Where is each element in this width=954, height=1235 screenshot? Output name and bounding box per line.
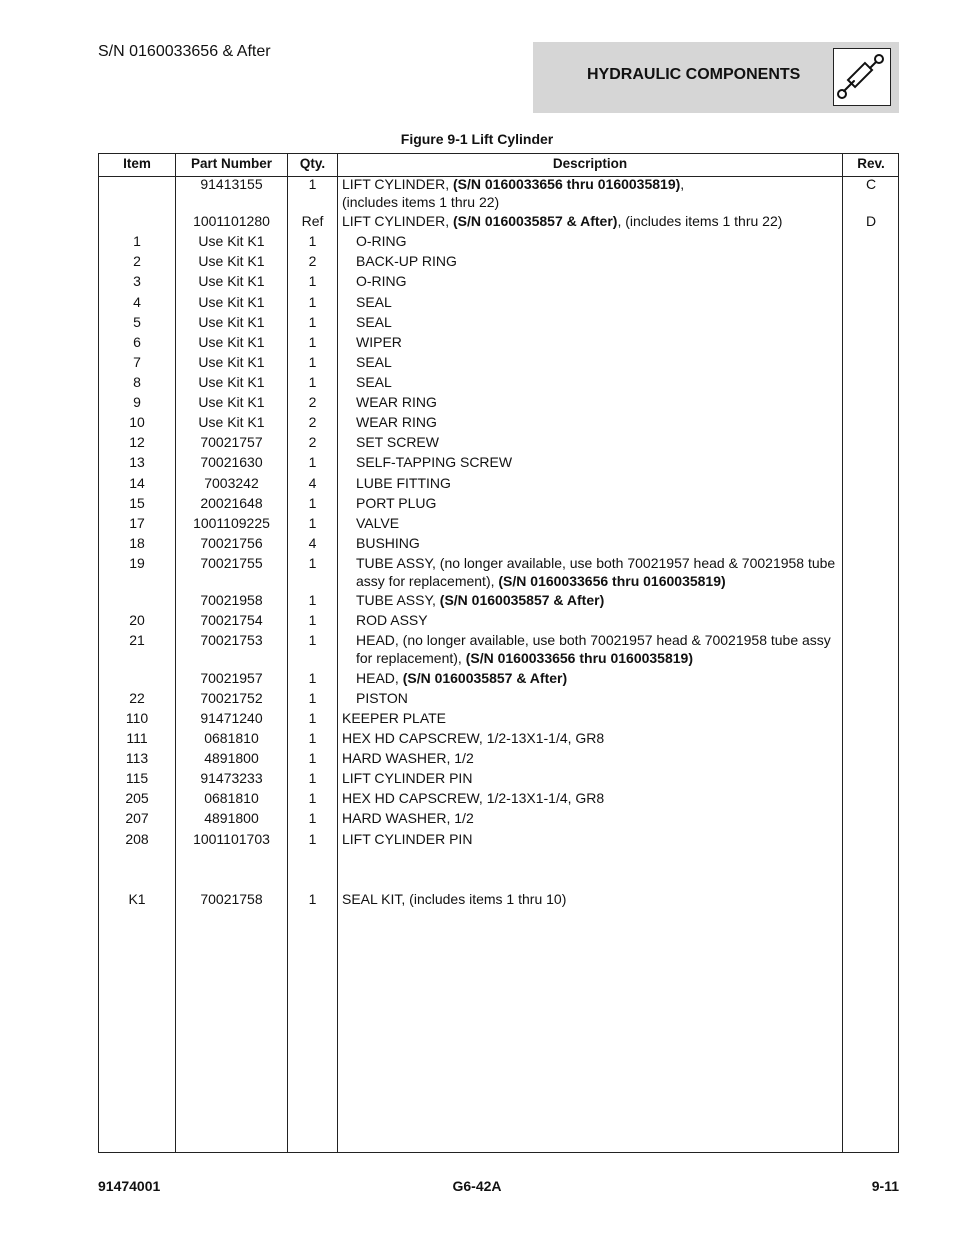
quantity: Ref [301, 213, 324, 229]
part-number: 70021752 [200, 690, 263, 706]
description-text: ROD ASSY [356, 612, 428, 628]
description-text: LUBE FITTING [356, 475, 451, 491]
description-text: HEX HD CAPSCREW, 1/2-13X1-1/4, GR8 [342, 790, 605, 806]
description-text: TUBE ASSY, [356, 592, 440, 608]
description [356, 434, 838, 452]
quantity: 1 [308, 555, 317, 571]
description [356, 535, 838, 553]
description-text: HEAD, (no longer available, use both 70021957 head & 70021958 tube assy [356, 632, 831, 648]
quantity: 2 [308, 253, 317, 269]
serial-range-text: (S/N 0160035857 & After) [453, 213, 618, 229]
description [356, 414, 838, 432]
quantity: 1 [308, 831, 317, 847]
description [356, 374, 838, 392]
part-number: 0681810 [204, 790, 259, 806]
description [356, 612, 838, 630]
description [356, 294, 838, 312]
quantity: 1 [308, 374, 317, 390]
item-number: 9 [133, 394, 141, 410]
quantity: 1 [308, 612, 317, 628]
description [356, 233, 838, 251]
parts-table [98, 153, 899, 1153]
quantity: 1 [308, 515, 317, 531]
description-text: LIFT CYLINDER PIN [342, 770, 473, 786]
part-number: Use Kit K1 [198, 253, 265, 269]
description-text: for replacement), [356, 649, 466, 666]
description [356, 515, 838, 533]
description [356, 632, 838, 667]
description-text: LIFT CYLINDER PIN [342, 831, 473, 847]
section-title: HYDRAULIC COMPONENTS [587, 66, 801, 83]
description-text: LIFT CYLINDER, [342, 176, 453, 192]
serial-range-text: (S/N 0160033656 thru 0160035819) [453, 176, 681, 192]
description [356, 253, 838, 271]
description [356, 354, 838, 372]
column-header-qty: Qty. [299, 156, 326, 171]
description-text: SEAL [356, 374, 392, 390]
quantity: 2 [308, 394, 317, 410]
quantity: 1 [308, 770, 317, 786]
quantity: 1 [308, 233, 317, 249]
serial-range-text: (S/N 0160035857 & After) [402, 670, 568, 686]
quantity: 1 [308, 670, 317, 686]
item-number: 3 [133, 273, 141, 289]
part-number: 70021758 [200, 891, 263, 907]
part-number: 70021958 [200, 592, 263, 608]
part-number: 70021757 [200, 434, 263, 450]
description [356, 475, 838, 493]
part-number: Use Kit K1 [198, 233, 265, 249]
part-number: 4891800 [204, 750, 259, 766]
part-number: 1001101280 [193, 213, 270, 229]
description-text: PISTON [356, 690, 408, 706]
figure-title: Figure 9-1 Lift Cylinder [400, 131, 554, 147]
item-number: 22 [129, 690, 145, 706]
item-number: 21 [129, 632, 145, 648]
description-text: HEX HD CAPSCREW, 1/2-13X1-1/4, GR8 [342, 730, 605, 746]
quantity: 1 [308, 891, 317, 907]
quantity: 1 [308, 176, 317, 192]
item-number: 111 [126, 730, 148, 746]
quantity: 4 [308, 535, 317, 551]
description [342, 810, 837, 828]
description-text: O-RING [356, 273, 407, 289]
part-number: 0681810 [204, 730, 259, 746]
revision: C [865, 176, 877, 192]
quantity: 1 [308, 454, 317, 470]
item-number: 18 [129, 535, 145, 551]
footer-model: G6-42A [452, 1178, 502, 1194]
footer-document-number: 91474001 [98, 1178, 161, 1194]
quantity: 1 [308, 273, 317, 289]
item-number: 10 [129, 414, 145, 430]
item-number: 14 [129, 475, 145, 491]
description-text: WEAR RING [356, 394, 437, 410]
quantity: 1 [308, 730, 317, 746]
quantity: 1 [308, 294, 317, 310]
quantity: 4 [308, 475, 317, 491]
quantity: 1 [308, 690, 317, 706]
quantity: 2 [308, 414, 317, 430]
item-number: 8 [133, 374, 141, 390]
description-text: , (includes items 1 thru 22) [617, 213, 783, 229]
description-text: SEAL [356, 294, 392, 310]
part-number: 70021756 [200, 535, 263, 551]
description-text: BACK-UP RING [356, 253, 457, 269]
description-text: O-RING [356, 233, 407, 249]
part-number: 91413155 [200, 176, 263, 192]
description [342, 891, 837, 909]
part-number: Use Kit K1 [198, 374, 265, 390]
serial-range-text: (S/N 0160033656 thru 0160035819) [465, 649, 693, 666]
part-number: 91473233 [200, 770, 263, 786]
description-text: SET SCREW [356, 434, 439, 450]
part-number: 20021648 [200, 495, 263, 511]
quantity: 1 [308, 632, 317, 648]
part-number: 70021755 [200, 555, 263, 571]
part-number: 1001101703 [193, 831, 270, 847]
item-number: K1 [128, 891, 146, 907]
quantity: 1 [308, 750, 317, 766]
description [342, 730, 837, 748]
quantity: 1 [308, 710, 317, 726]
description [356, 592, 838, 610]
column-header-rev: Rev. [857, 156, 885, 171]
description [356, 394, 838, 412]
description-text: HARD WASHER, 1/2 [342, 810, 474, 826]
part-number: 70021630 [200, 454, 263, 470]
quantity: 2 [308, 434, 317, 450]
item-number: 110 [125, 710, 149, 726]
item-number: 20 [129, 612, 145, 628]
quantity: 1 [308, 810, 317, 826]
part-number: Use Kit K1 [198, 414, 265, 430]
item-number: 12 [129, 434, 145, 450]
description [342, 831, 837, 849]
quantity: 1 [308, 790, 317, 806]
description-text: SEAL KIT, (includes items 1 thru 10) [342, 891, 567, 907]
description-text: WEAR RING [356, 414, 437, 430]
hydraulic-cylinder-icon [833, 48, 891, 106]
quantity: 1 [308, 495, 317, 511]
item-number: 17 [129, 515, 145, 531]
column-header-description: Description [552, 156, 628, 171]
description [356, 314, 838, 332]
description [356, 690, 838, 708]
item-number: 207 [125, 810, 149, 826]
item-number: 205 [125, 790, 149, 806]
item-number: 15 [129, 495, 145, 511]
item-number: 5 [133, 314, 141, 330]
description-text: WIPER [356, 334, 402, 350]
serial-range-text: (S/N 0160033656 thru 0160035819) [498, 572, 726, 589]
item-number: 7 [133, 354, 141, 370]
part-number: 1001109225 [193, 515, 270, 531]
description-text: HEAD, [356, 670, 403, 686]
description [342, 770, 837, 788]
description [356, 273, 838, 291]
description [342, 176, 837, 211]
quantity: 1 [308, 314, 317, 330]
item-number: 4 [133, 294, 141, 310]
description-text: VALVE [356, 515, 400, 531]
column-header-part-number: Part Number [190, 156, 273, 171]
serial-range-text: (S/N 0160035857 & After) [439, 592, 605, 608]
part-number: Use Kit K1 [198, 334, 265, 350]
description-text: SELF-TAPPING SCREW [356, 454, 513, 470]
description-text: PORT PLUG [356, 495, 437, 511]
description [356, 555, 838, 590]
part-number: Use Kit K1 [198, 273, 265, 289]
description [342, 213, 837, 231]
description [356, 454, 838, 472]
part-number: Use Kit K1 [198, 294, 265, 310]
description-text: BUSHING [356, 535, 420, 551]
description-text: SEAL [356, 354, 392, 370]
description-text: LIFT CYLINDER, [342, 213, 453, 229]
description [342, 710, 837, 728]
description [342, 790, 837, 808]
part-number: Use Kit K1 [198, 314, 265, 330]
description [356, 495, 838, 513]
part-number: 70021753 [200, 632, 263, 648]
description [356, 334, 838, 352]
description-text: assy for replacement), [356, 572, 499, 589]
part-number: 4891800 [204, 810, 259, 826]
description-text: TUBE ASSY, (no longer available, use both 70021957 head & 70021958 tube [356, 555, 836, 571]
quantity: 1 [308, 592, 317, 608]
column-header-item: Item [123, 156, 151, 171]
description-text: (includes items 1 thru 22) [342, 193, 500, 210]
part-number: 7003242 [204, 475, 259, 491]
description-text: SEAL [356, 314, 392, 330]
item-number: 6 [133, 334, 141, 350]
item-number: 1 [133, 233, 141, 249]
item-number: 115 [125, 770, 149, 786]
quantity: 1 [308, 354, 317, 370]
description [356, 670, 838, 688]
item-number: 113 [125, 750, 149, 766]
part-number: 91471240 [200, 710, 263, 726]
revision: D [865, 213, 877, 229]
footer-page-number: 9-11 [871, 1178, 899, 1194]
part-number: 70021754 [200, 612, 263, 628]
description-text: , [680, 176, 685, 192]
part-number: Use Kit K1 [198, 394, 265, 410]
part-number: 70021957 [200, 670, 263, 686]
item-number: 208 [125, 831, 149, 847]
item-number: 13 [129, 454, 145, 470]
quantity: 1 [308, 334, 317, 350]
item-number: 19 [129, 555, 145, 571]
part-number: Use Kit K1 [198, 354, 265, 370]
item-number: 2 [133, 253, 141, 269]
serial-number-header: S/N 0160033656 & After [98, 43, 271, 60]
description [342, 750, 837, 768]
description-text: HARD WASHER, 1/2 [342, 750, 474, 766]
description-text: KEEPER PLATE [342, 710, 447, 726]
